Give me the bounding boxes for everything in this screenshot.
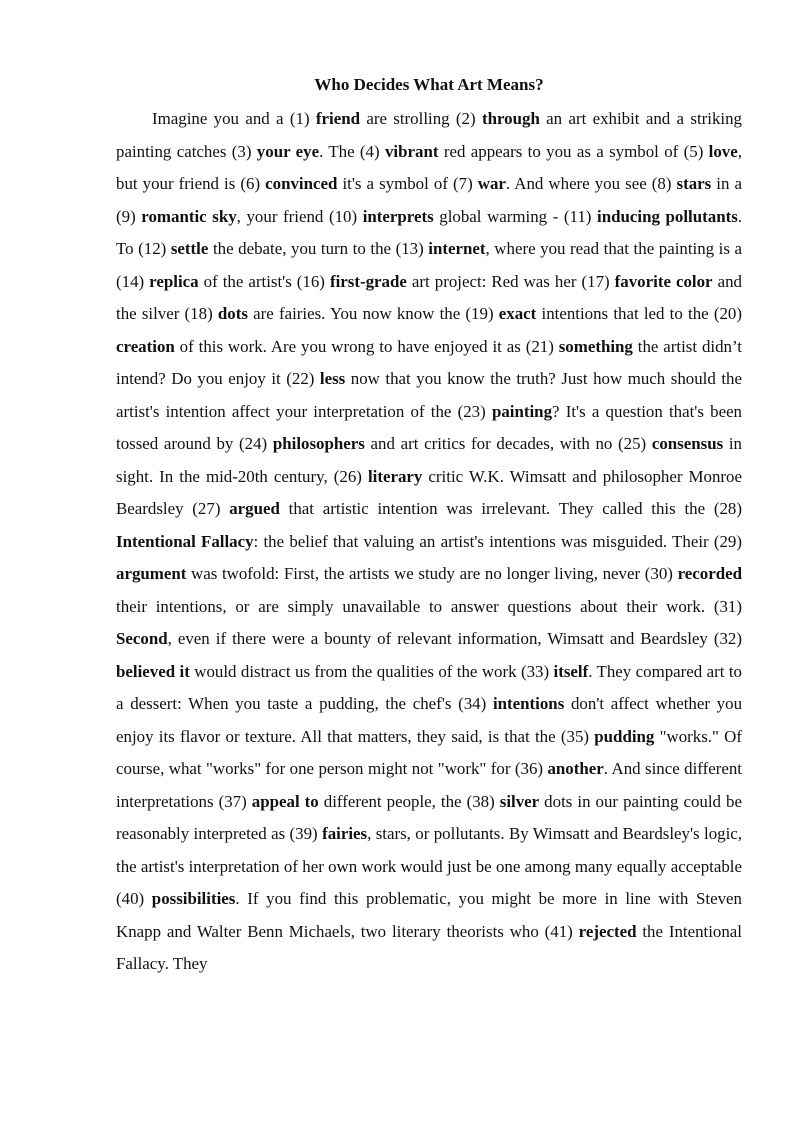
body-text-run: it's a symbol of (7) [337,174,478,193]
bold-answer-word: philosophers [272,434,365,453]
body-text-run: . To (12) [116,206,743,258]
bold-answer-word: love [708,141,738,161]
bold-answer-word: fairies [322,824,368,843]
bold-answer-word: another [547,759,604,778]
body-text-run: red appears to you as a symbol of (5) [438,141,709,161]
bold-answer-word: argued [229,499,280,518]
bold-answer-word: friend [315,109,361,128]
body-text-run: would distract us from the qualities of the work (33) [189,661,554,681]
body-text-run: different people, the (38) [318,791,500,811]
body-text-run: are fairies. You now know the (19) [247,304,499,323]
bold-answer-word: settle [170,239,209,258]
body-text-run: of this work. Are you wrong to have enjoyed it as (21) [174,336,559,356]
body-text-run: . If you find this problematic, you might be more in line with Steven Knapp and Walter Benn Michaels, two literary theorists who (41) [116,889,742,941]
bold-answer-word: your eye [256,141,320,161]
bold-answer-word: less [319,369,346,388]
bold-answer-word: internet [428,239,486,258]
document-page [116,72,742,981]
body-text-run: and the silver (18) [116,271,742,323]
body-text-run: was twofold: First, the artists we study are no longer living, never (30) [186,564,678,583]
bold-answer-word: stars [676,174,712,193]
bold-answer-word: creation [116,336,175,356]
bold-answer-word: dots [217,304,248,323]
body-text-run: , where you read that the painting is a (14) [116,239,742,291]
bold-answer-word: favorite color [614,271,713,291]
body-text-run: an art exhibit and a striking painting catches (3) [116,109,742,161]
body-text-run: don't affect whether you enjoy its flavor or texture. All that matters, they said, is that the (35) [116,694,743,746]
body-text-run: , even if there were a bounty of relevant information, Wimsatt and Beardsley (32) [167,629,742,648]
body-text-run: are strolling (2) [360,109,482,128]
bold-answer-word: Intentional Fallacy [116,531,254,551]
bold-answer-word: interprets [362,206,434,226]
bold-answer-word: vibrant [384,141,439,161]
body-text-run: that artistic intention was irrelevant. They called this the (28) [279,499,743,518]
bold-answer-word: something [558,336,633,356]
bold-answer-word: possibilities [151,889,236,908]
bold-answer-word: war [477,174,506,193]
body-text-run: "works." Of course, what "works" for one person might not "work" for (36) [116,726,742,778]
bold-answer-word: itself [553,661,589,681]
body-text-run: , stars, or pollutants. By Wimsatt and Beardsley's logic, the artist's interpretation of her own work would just be one among many equally acceptable (40) [116,824,742,908]
bold-answer-word: romantic sky [141,206,237,226]
body-text-run: the Intentional Fallacy. They [116,921,742,973]
bold-answer-word: intentions [492,694,565,713]
body-text-run: . The (4) [319,141,385,161]
body-text-run: , your friend (10) [236,206,363,226]
bold-answer-word: through [481,109,540,128]
bold-answer-word: appeal to [251,791,319,811]
body-text-run: dots in our painting could be reasonably interpreted as (39) [116,791,742,843]
body-text-run: in sight. In the mid-20th century, (26) [116,434,742,486]
bold-answer-word: first-grade [329,271,407,291]
body-text-run: their intentions, or are simply unavailable to answer questions about their work. (31) [116,596,742,616]
bold-answer-word: pudding [594,726,655,746]
body-text-run: . And since different interpretations (37) [116,759,742,811]
bold-answer-word: replica [149,271,199,291]
body-text-run: , but your friend is (6) [116,141,742,193]
bold-answer-word: believed it [116,661,190,681]
body-text-run: and art critics for decades, with no (25) [364,434,652,453]
body-text-run: intentions that led to the (20) [536,304,742,323]
bold-answer-word: convinced [265,174,338,193]
body-text-run: the debate, you turn to the (13) [208,239,429,258]
body-text-run: ? It's a question that's been tossed around by (24) [116,401,743,453]
body-text-run: . And where you see (8) [505,174,677,193]
body-text-run: art project: Red was her (17) [406,271,615,291]
body-text-run: now that you know the truth? Just how much should the artist's intention affect your interpretation of the (23) [116,369,742,421]
body-text-run: the artist didn’t intend? Do you enjoy it (22) [116,336,742,388]
bold-answer-word: silver [499,791,540,811]
body-text-run: global warming - (11) [433,206,598,226]
bold-answer-word: painting [491,401,553,421]
body-text-run: : the belief that valuing an artist's intentions was misguided. Their (29) [253,531,742,551]
document-title: Who Decides What Art Means? [314,75,544,94]
body-paragraph [116,103,742,981]
bold-answer-word: recorded [677,564,742,583]
body-text-run: of the artist's (16) [198,271,330,291]
bold-answer-word: argument [116,564,187,583]
body-text-run: Imagine you and a (1) [152,109,316,128]
bold-answer-word: literary [367,466,423,486]
bold-answer-word: consensus [651,434,724,453]
bold-answer-word: Second [116,629,168,648]
bold-answer-word: inducing pollutants [597,206,738,226]
body-text-run: . They compared art to a dessert: When you taste a pudding, the chef's (34) [116,661,742,713]
bold-answer-word: rejected [578,921,637,941]
bold-answer-word: exact [498,304,537,323]
body-text-run: critic W.K. Wimsatt and philosopher Monroe Beardsley (27) [116,466,742,518]
body-text-run: in a (9) [116,174,743,226]
